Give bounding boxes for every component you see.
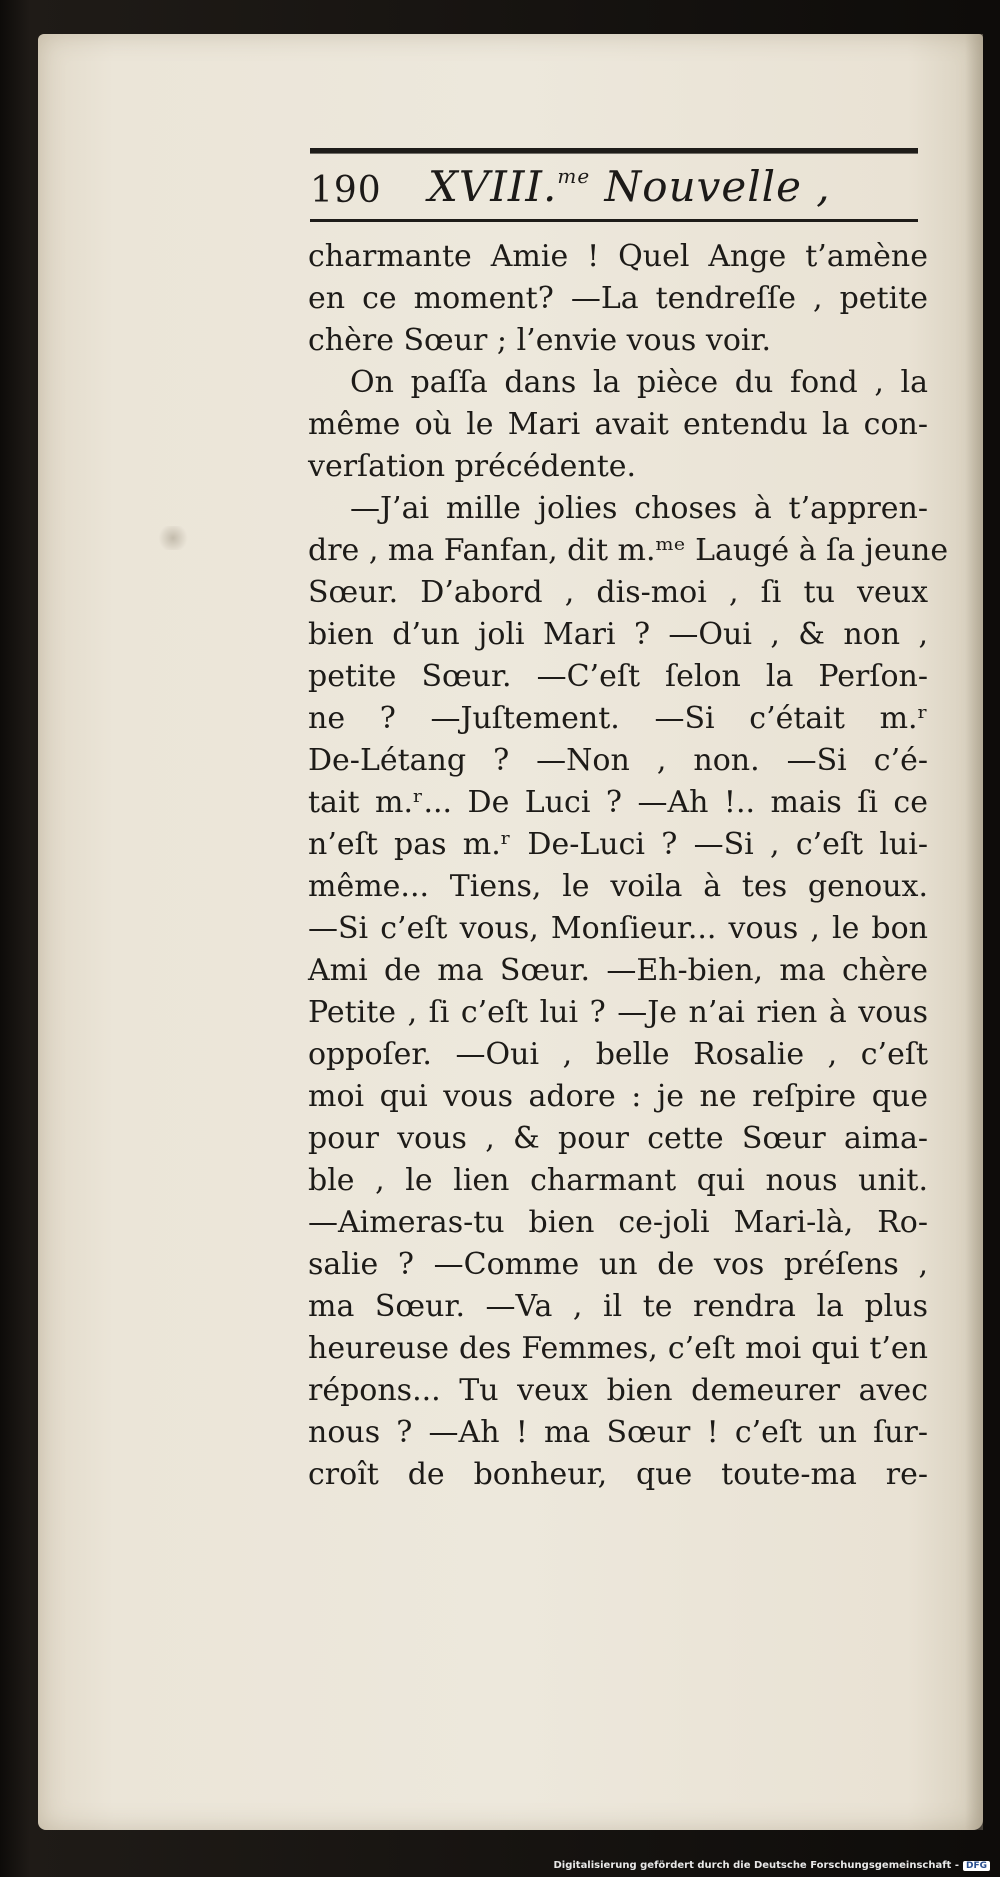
text-line-13: De-Létang ? —Non , non. —Si c’é- (308, 743, 928, 778)
text-line-14: tait m.ʳ... De Luci ? —Ah !.. mais ſi ce (308, 785, 928, 820)
page-edge-shadow (965, 34, 983, 1830)
text-line-16: même... Tiens, le voila à tes genoux. (308, 869, 928, 904)
text-line-8: dre , ma Fanfan, dit m.ᵐᵉ Laugé à ſa jeune (308, 533, 949, 568)
running-title-prefix: XVIII. (428, 162, 558, 211)
text-line-3: chère Sœur ; l’envie vous voir. (308, 323, 772, 358)
running-header (268, 158, 918, 214)
dfg-logo: DFG (963, 1861, 990, 1871)
text-line-28: répons... Tu veux bien demeurer avec (308, 1373, 928, 1408)
text-line-7: —J’ai mille jolies choses à t’appren- (350, 491, 928, 526)
text-line-23: ble , le lien charmant qui nous unit. (308, 1163, 928, 1198)
credit-text: Digitalisierung gefördert durch die Deutsche Forschungsgemeinschaft - (553, 1860, 959, 1871)
text-line-19: Petite , ſi c’eſt lui ? —Je n’ai rien à vous (308, 995, 928, 1030)
running-title-suffix: Nouvelle , (604, 162, 831, 211)
text-line-11: petite Sœur. —C’eſt ſelon la Perſon- (308, 659, 928, 694)
digitization-credit (553, 1860, 990, 1871)
header-rule-bottom (310, 219, 918, 222)
text-line-24: —Aimeras-tu bien ce-joli Mari-là, Ro- (308, 1205, 928, 1240)
text-line-15: n’eſt pas m.ʳ De-Luci ? —Si , c’eſt lui- (308, 827, 928, 862)
text-line-1: charmante Amie ! Quel Ange t’amène (308, 239, 928, 274)
text-line-5: même où le Mari avait entendu la con- (308, 407, 928, 442)
text-line-29: nous ? —Ah ! ma Sœur ! c’eſt un ſur- (308, 1415, 928, 1450)
text-line-21: moi qui vous adore : je ne reſpire que (308, 1079, 928, 1114)
text-line-22: pour vous , & pour cette Sœur aima- (308, 1121, 928, 1156)
text-line-12: ne ? —Juſtement. —Si c’était m.ʳ (308, 701, 928, 736)
text-line-4: On paſſa dans la pièce du fond , la (350, 365, 928, 400)
running-title-superscript: me (557, 164, 591, 188)
header-rule-top-thin (310, 153, 918, 154)
text-line-9: Sœur. D’abord , dis-moi , ſi tu veux (308, 575, 928, 610)
text-line-27: heureuse des Femmes, c’eſt moi qui t’en (308, 1331, 928, 1366)
text-line-2: en ce moment? —La tendreſſe , petite (308, 281, 928, 316)
text-line-25: salie ? —Comme un de vos préſens , (308, 1247, 928, 1282)
paper-stain (156, 526, 190, 550)
page-number: 190 (310, 170, 382, 211)
text-line-6: verſation précédente. (308, 449, 637, 484)
text-line-10: bien d’un joli Mari ? —Oui , & non , (308, 617, 928, 652)
text-line-20: oppoſer. —Oui , belle Rosalie , c’eſt (308, 1037, 928, 1072)
text-line-17: —Si c’eſt vous, Monſieur... vous , le bon (308, 911, 928, 946)
running-title (428, 162, 831, 211)
text-line-18: Ami de ma Sœur. —Eh-bien, ma chère (308, 953, 928, 988)
body-text (308, 236, 949, 1496)
text-line-30: croît de bonheur, que toute-ma re- (308, 1457, 928, 1492)
text-line-26: ma Sœur. —Va , il te rendra la plus (308, 1289, 928, 1324)
